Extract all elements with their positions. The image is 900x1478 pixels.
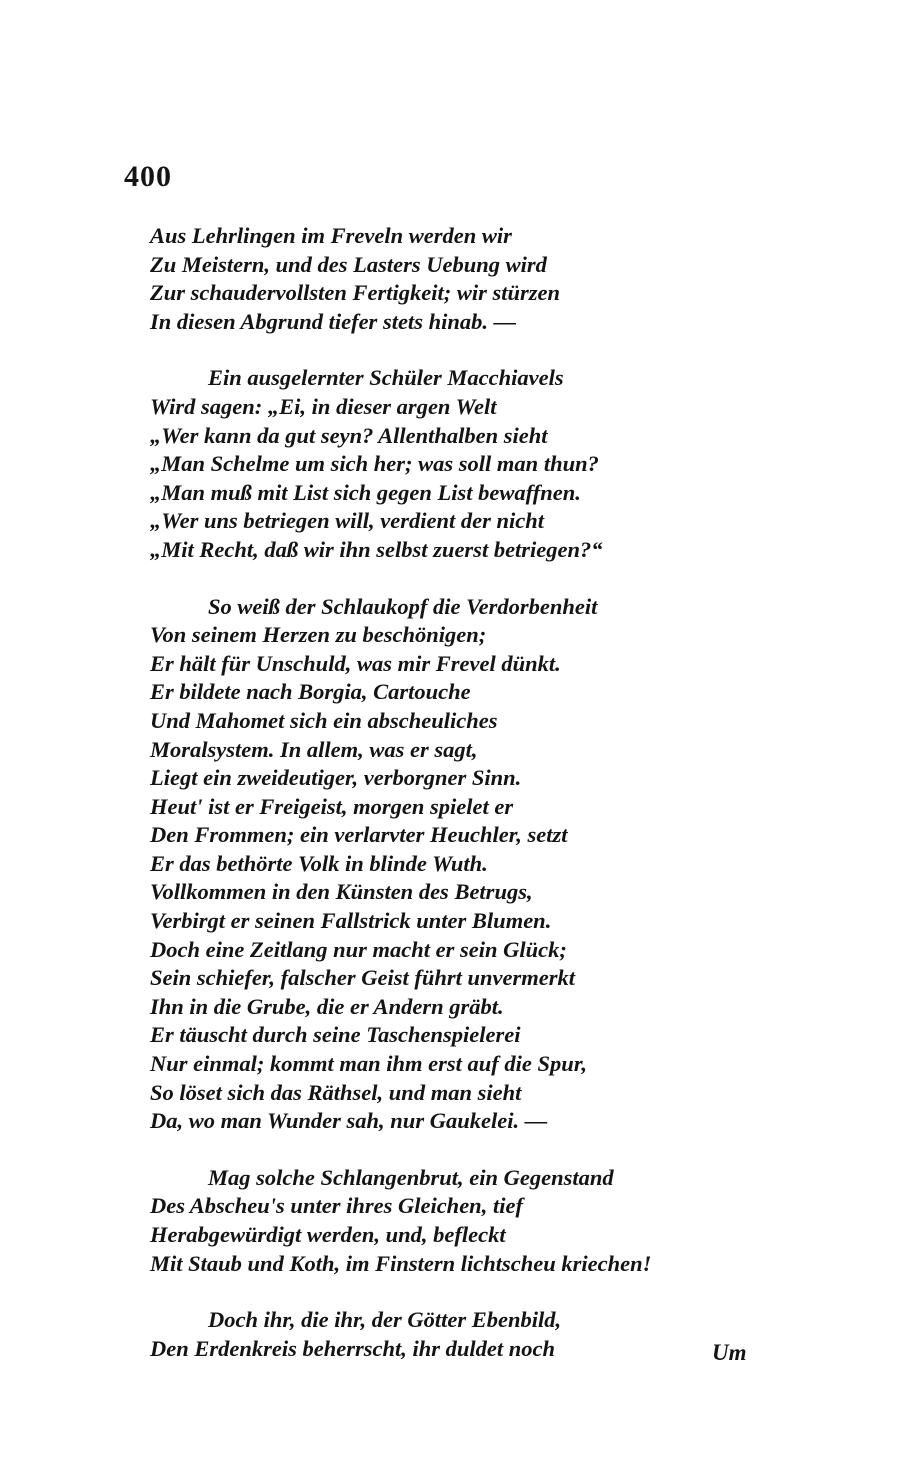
verse-line: Zu Meistern, und des Lasters Uebung wird bbox=[150, 251, 547, 277]
verse-line: Aus Lehrlingen im Freveln werden wir bbox=[150, 223, 512, 248]
verse-line: Er bildete nach Borgia, Cartouche bbox=[150, 679, 471, 705]
verse-line: „Wer uns betriegen will, verdient der nicht bbox=[150, 508, 544, 534]
verse-line: Zur schaudervollsten Fertigkeit; wir stürzen bbox=[150, 280, 561, 306]
verse-line: Ein ausgelernter Schüler Macchiavels bbox=[208, 365, 564, 391]
verse-line: Von seinem Herzen zu beschönigen; bbox=[150, 622, 487, 648]
verse-line: Doch ihr, die ihr, der Götter Ebenbild, bbox=[208, 1307, 562, 1333]
verse-line: Verbirgt er seinen Fallstrick unter Blumen. bbox=[150, 908, 552, 934]
verse-line: Heut' ist er Freigeist, morgen spielet er bbox=[150, 793, 514, 819]
catchword: Um bbox=[712, 1340, 747, 1365]
stanza-5 bbox=[150, 1306, 750, 1363]
verse-line: Mit Staub und Koth, im Finstern lichtscheu kriechen! bbox=[150, 1250, 652, 1276]
verse-line: Er das bethörte Volk in blinde Wuth. bbox=[150, 850, 488, 876]
stanza-3 bbox=[150, 593, 750, 1136]
verse-line: Wird sagen: „Ei, in dieser argen Welt bbox=[150, 393, 497, 419]
verse-line: „Man muß mit List sich gegen List bewaffnen. bbox=[150, 479, 581, 505]
stanza-2 bbox=[150, 364, 750, 564]
stanza-4 bbox=[150, 1164, 750, 1278]
page-number: 400 bbox=[124, 160, 172, 193]
verse-line: So löset sich das Räthsel, und man sieht bbox=[150, 1079, 522, 1105]
verse-line: Sein schiefer, falscher Geist führt unvermerkt bbox=[150, 965, 576, 991]
verse-line: „Mit Recht, daß wir ihn selbst zuerst betriegen?“ bbox=[150, 536, 603, 562]
verse-line: Er täuscht durch seine Taschenspielerei bbox=[150, 1022, 521, 1048]
verse-line: Mag solche Schlangenbrut, ein Gegenstand bbox=[208, 1164, 614, 1190]
verse-line: Den Frommen; ein verlarvter Heuchler, setzt bbox=[150, 822, 568, 848]
poem-text bbox=[150, 222, 750, 1391]
verse-line: Liegt ein zweideutiger, verborgner Sinn. bbox=[150, 765, 522, 791]
verse-line: Da, wo man Wunder sah, nur Gaukelei. — bbox=[150, 1108, 548, 1134]
verse-line: „Man Schelme um sich her; was soll man thun? bbox=[150, 451, 599, 477]
verse-line: In diesen Abgrund tiefer stets hinab. — bbox=[150, 308, 517, 334]
verse-line: „Wer kann da gut seyn? Allenthalben sieht bbox=[150, 422, 548, 448]
verse-line: Und Mahomet sich ein abscheuliches bbox=[150, 707, 498, 733]
verse-line: Er hält für Unschuld, was mir Frevel dünkt. bbox=[150, 650, 561, 676]
verse-line: So weiß der Schlaukopf die Verdorbenheit bbox=[208, 593, 598, 619]
verse-line: Vollkommen in den Künsten des Betrugs, bbox=[150, 879, 533, 905]
stanza-1 bbox=[150, 222, 750, 336]
verse-line: Doch eine Zeitlang nur macht er sein Glück; bbox=[150, 936, 567, 962]
verse-line: Den Erdenkreis beherrscht, ihr duldet noch bbox=[150, 1335, 556, 1361]
verse-line: Moralsystem. In allem, was er sagt, bbox=[150, 736, 478, 762]
verse-line: Nur einmal; kommt man ihm erst auf die Spur, bbox=[150, 1051, 587, 1077]
verse-line: Ihn in die Grube, die er Andern gräbt. bbox=[150, 993, 504, 1019]
verse-line: Des Abscheu's unter ihres Gleichen, tief bbox=[150, 1193, 523, 1219]
verse-line: Herabgewürdigt werden, und, befleckt bbox=[150, 1222, 506, 1247]
